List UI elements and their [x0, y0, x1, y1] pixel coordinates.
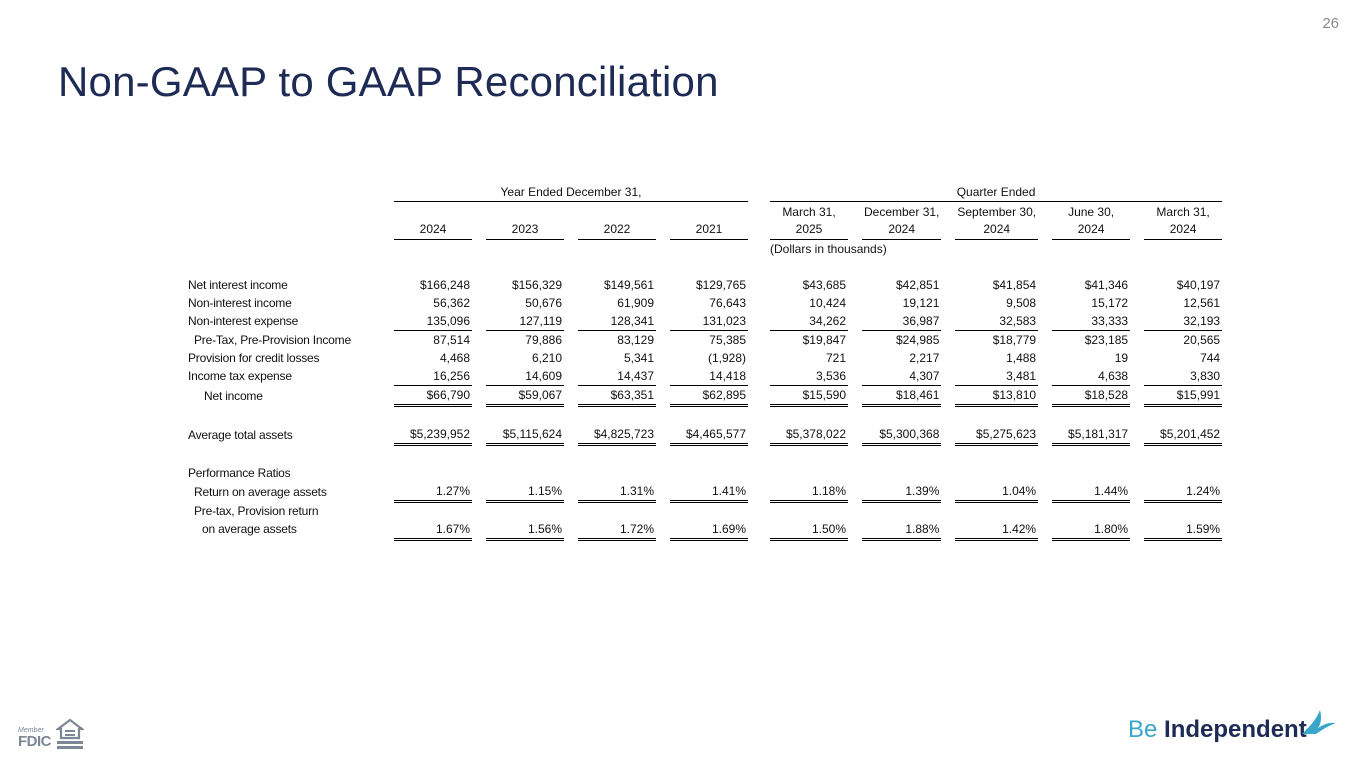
table-cell: 721	[825, 351, 846, 365]
table-row	[188, 367, 1222, 386]
table-cell: 32,583	[999, 314, 1037, 328]
table-cell: $18,779	[955, 331, 1038, 350]
table-group-header	[188, 183, 1222, 202]
column-header: March 31, 2025	[770, 202, 848, 240]
table-cell: 4,638	[1098, 369, 1129, 383]
table-cell: $24,985	[862, 331, 941, 350]
table-cell: 87,514	[394, 331, 472, 350]
table-cell: 1.18%	[770, 482, 848, 502]
table-cell: $41,854	[992, 278, 1037, 292]
fdic-member-text: Member	[18, 727, 44, 734]
table-row	[188, 349, 1222, 367]
table-cell: 20,565	[1144, 331, 1222, 350]
row-label: Income tax expense	[188, 369, 292, 384]
table-cell: 1.39%	[862, 482, 941, 502]
row-label: Net interest income	[188, 278, 288, 292]
table-cell: 76,643	[709, 296, 746, 310]
table-cell: $41,346	[1084, 278, 1129, 292]
table-cell: $5,239,952	[394, 425, 472, 445]
table-row	[188, 276, 1222, 294]
column-header: December 31, 2024	[862, 202, 941, 240]
table-cell: 4,307	[909, 369, 940, 383]
table-cell: $15,991	[1144, 386, 1222, 406]
table-row	[188, 425, 1222, 445]
table-cell: $4,465,577	[670, 425, 748, 445]
table-cell: 2,217	[909, 351, 940, 365]
table-cell: 3,481	[1006, 369, 1037, 383]
row-label: Non-interest income	[188, 296, 292, 310]
table-cell: 1,488	[1006, 351, 1037, 365]
table-cell: 32,193	[1183, 314, 1221, 328]
table-cell: 1.80%	[1052, 520, 1130, 540]
fdic-text: FDIC	[18, 733, 51, 750]
table-cell: $42,851	[895, 278, 940, 292]
table-cell: 131,023	[702, 314, 746, 328]
row-label: Pre-tax, Provision return	[194, 503, 319, 518]
table-row	[188, 520, 1222, 540]
table-cell: 1.41%	[670, 482, 748, 502]
row-label: Net income	[204, 388, 263, 403]
table-cell: 1.24%	[1144, 482, 1222, 502]
table-row	[188, 312, 1222, 331]
table-row	[188, 502, 1222, 520]
units-note: (Dollars in thousands)	[770, 242, 887, 256]
table-row	[188, 294, 1222, 312]
group-quarter-header: Quarter Ended	[770, 183, 1222, 202]
table-cell: 1.15%	[486, 482, 564, 502]
row-label: Pre-Tax, Pre-Provision Income	[194, 332, 351, 347]
table-cell: 14,609	[525, 369, 562, 383]
table-cell: 1.59%	[1144, 520, 1222, 540]
table-cell: 75,385	[670, 331, 748, 350]
table-cell: $63,351	[578, 386, 656, 406]
table-cell: 1.31%	[578, 482, 656, 502]
group-year-header: Year Ended December 31,	[394, 183, 748, 202]
brand-logo	[1128, 716, 1307, 744]
table-cell: 15,172	[1091, 296, 1129, 310]
table-cell: $66,790	[394, 386, 472, 406]
table-row	[188, 464, 1222, 482]
table-cell: 12,561	[1183, 296, 1221, 310]
table-cell: 1.27%	[394, 482, 472, 502]
row-label: on average assets	[202, 522, 297, 537]
row-label: Provision for credit losses	[188, 351, 320, 365]
table-cell: $5,300,368	[862, 425, 941, 445]
table-cell: 83,129	[578, 331, 656, 350]
table-cell: 6,210	[531, 351, 562, 365]
table-cell: 1.42%	[955, 520, 1038, 540]
column-header: 2023	[486, 202, 564, 240]
column-header: September 30, 2024	[955, 202, 1038, 240]
table-row	[188, 482, 1222, 502]
brand-be: Be	[1128, 716, 1158, 743]
table-cell: 36,987	[902, 314, 940, 328]
table-cell: 19,121	[902, 296, 940, 310]
table-cell: 50,676	[525, 296, 562, 310]
table-cell: $62,895	[670, 386, 748, 406]
table-cell: $5,181,317	[1052, 425, 1130, 445]
brand-independent: Independent	[1164, 716, 1307, 743]
table-cell: $13,810	[955, 386, 1038, 406]
table-row	[188, 331, 1222, 350]
table-cell: 10,424	[809, 296, 846, 310]
section-label: Performance Ratios	[188, 466, 291, 480]
table-cell: 1.88%	[862, 520, 941, 540]
table-cell: 34,262	[809, 314, 846, 328]
column-header: 2021	[670, 202, 748, 240]
table-cell: 135,096	[426, 314, 470, 328]
fdic-logo	[16, 718, 86, 752]
table-cell: 1.69%	[670, 520, 748, 540]
table-cell: $129,765	[695, 278, 746, 292]
table-cell: 4,468	[439, 351, 470, 365]
table-cell: 56,362	[433, 296, 470, 310]
table-cell: $5,378,022	[770, 425, 848, 445]
table-cell: $166,248	[419, 278, 470, 292]
table-cell: 16,256	[433, 369, 470, 383]
table-cell: $5,275,623	[955, 425, 1038, 445]
table-cell: 9,508	[1006, 296, 1037, 310]
row-label: Average total assets	[188, 427, 293, 442]
table-row	[188, 386, 1222, 406]
table-cell: 1.44%	[1052, 482, 1130, 502]
table-cell: $149,561	[603, 278, 654, 292]
table-column-header	[188, 202, 1222, 240]
table-cell: 3,830	[1190, 369, 1221, 383]
table-cell: 33,333	[1091, 314, 1129, 328]
page-number: 26	[1322, 15, 1339, 32]
table-cell: 744	[1200, 351, 1221, 365]
table-cell: $18,461	[862, 386, 941, 406]
table-cell: $59,067	[486, 386, 564, 406]
table-cell: 1.56%	[486, 520, 564, 540]
table-cell: $5,201,452	[1144, 425, 1222, 445]
table-cell: $40,197	[1176, 278, 1221, 292]
reconciliation-table	[188, 183, 1222, 541]
table-cell: 14,437	[617, 369, 654, 383]
row-label: Non-interest expense	[188, 314, 299, 329]
table-cell: $4,825,723	[578, 425, 656, 445]
row-label: Return on average assets	[194, 484, 327, 499]
table-cell: 19	[1114, 351, 1129, 365]
table-cell: $156,329	[511, 278, 562, 292]
column-header: June 30, 2024	[1052, 202, 1130, 240]
table-cell: 61,909	[617, 296, 654, 310]
table-cell: 128,341	[610, 314, 654, 328]
table-cell: $43,685	[802, 278, 846, 292]
table-cell: 1.04%	[955, 482, 1038, 502]
equal-housing-lender-icon	[56, 718, 84, 750]
table-cell: 3,536	[815, 369, 846, 383]
table-cell: $15,590	[770, 386, 848, 406]
table-cell: $23,185	[1052, 331, 1130, 350]
bird-logo-icon	[1300, 708, 1338, 736]
table-cell: 1.67%	[394, 520, 472, 540]
column-header: 2022	[578, 202, 656, 240]
table-cell: 5,341	[623, 351, 654, 365]
table-cell: $18,528	[1052, 386, 1130, 406]
table-cell: 1.50%	[770, 520, 848, 540]
table-cell: 14,418	[709, 369, 746, 383]
table-cell: $5,115,624	[486, 425, 564, 445]
table-cell: (1,928)	[707, 351, 746, 365]
table-cell: 127,119	[519, 314, 562, 328]
column-header: March 31, 2024	[1144, 202, 1222, 240]
units-row	[188, 240, 1222, 259]
table-cell: 79,886	[486, 331, 564, 350]
column-header: 2024	[394, 202, 472, 240]
table-cell: 1.72%	[578, 520, 656, 540]
table-cell: $19,847	[770, 331, 848, 350]
page-title: Non-GAAP to GAAP Reconciliation	[58, 58, 719, 105]
